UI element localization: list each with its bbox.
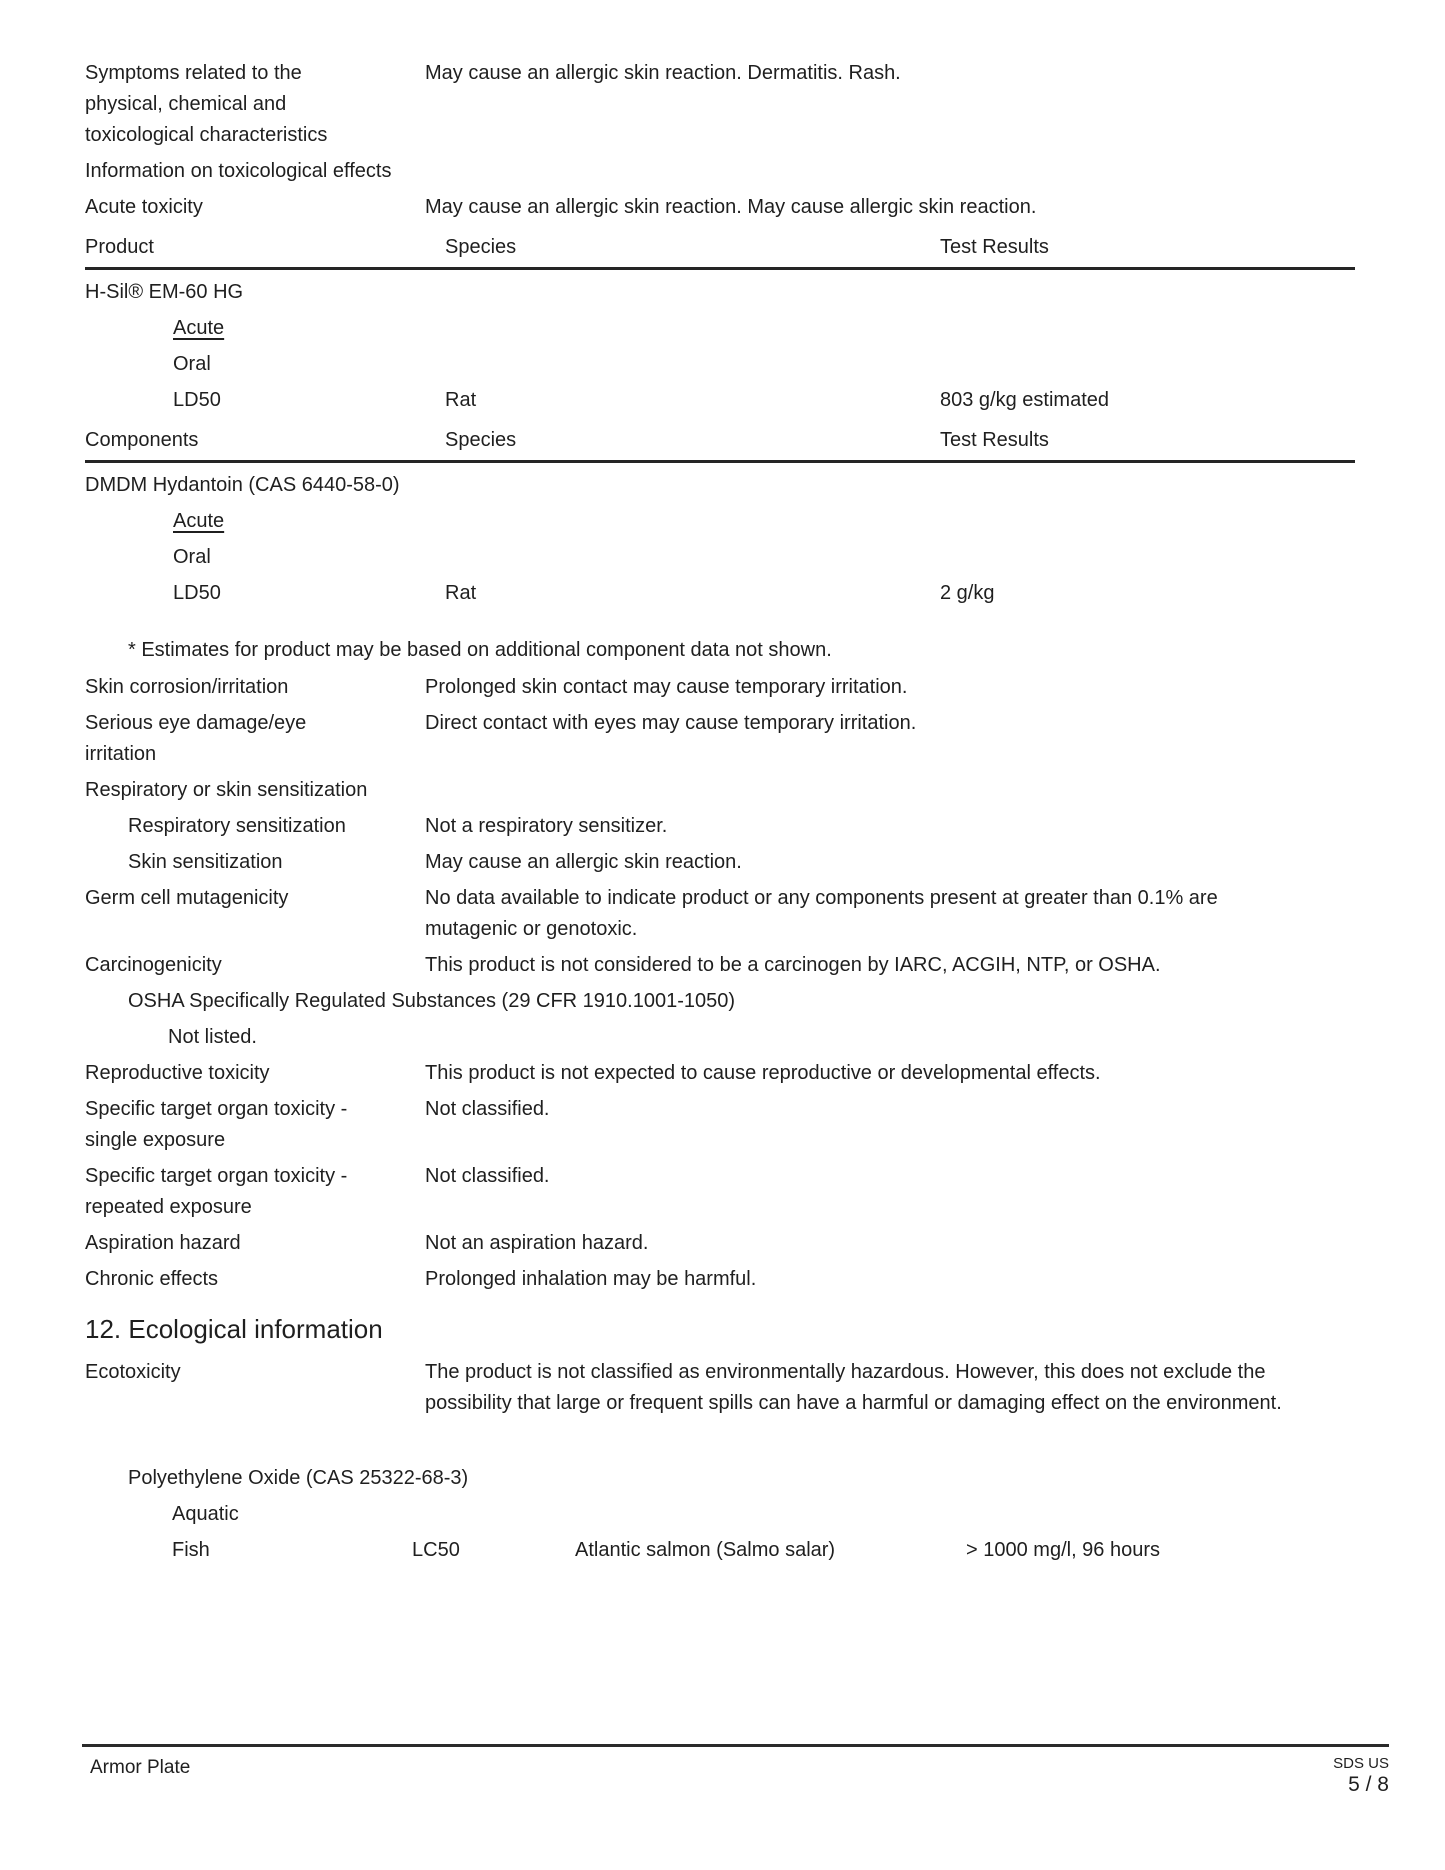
product-test-result: 803 g/kg estimated bbox=[940, 389, 1109, 411]
germ-cell-mutagenicity-label: Germ cell mutagenicity bbox=[85, 887, 289, 909]
product-test-type: LD50 bbox=[173, 389, 221, 411]
chronic-effects-label: Chronic effects bbox=[85, 1268, 219, 1290]
skin-sensitization-row bbox=[85, 847, 1355, 878]
component-route: Oral bbox=[173, 546, 211, 568]
eco-result: > 1000 mg/l, 96 hours bbox=[966, 1539, 1161, 1561]
symptoms-value: May cause an allergic skin reaction. Dermatitis. Rash. bbox=[425, 62, 901, 84]
carcinogenicity-row bbox=[85, 950, 1355, 981]
product-route: Oral bbox=[173, 353, 211, 375]
species-column-header: Species bbox=[445, 236, 517, 258]
reproductive-toxicity-value: This product is not expected to cause reproductive or developmental effects. bbox=[425, 1062, 1101, 1084]
eco-group-aquatic: Aquatic bbox=[172, 1503, 239, 1525]
acute-toxicity-value: May cause an allergic skin reaction. May cause allergic skin reaction. bbox=[425, 196, 1037, 218]
product-name: H-Sil® EM-60 HG bbox=[85, 281, 244, 303]
ecotoxicity-value: The product is not classified as environmentally hazardous. However, this does not exclude the possibility that large or frequent spills can have a harmful or damaging effect on the environment. bbox=[425, 1361, 1282, 1414]
ecotoxicity-label: Ecotoxicity bbox=[85, 1361, 181, 1383]
test-results-column-header: Test Results bbox=[940, 236, 1049, 258]
skin-corrosion-label: Skin corrosion/irritation bbox=[85, 676, 289, 698]
product-ld50-row bbox=[85, 385, 1355, 416]
footer-product-name: Armor Plate bbox=[90, 1757, 191, 1778]
footer-doc-type: SDS US bbox=[1333, 1755, 1389, 1772]
info-toxicological-heading: Information on toxicological effects bbox=[85, 160, 392, 182]
reproductive-toxicity-row bbox=[85, 1058, 1355, 1089]
estimates-footnote: * Estimates for product may be based on additional component data not shown. bbox=[128, 639, 832, 661]
component-ld50-row bbox=[85, 578, 1355, 609]
skin-sensitization-label: Skin sensitization bbox=[128, 851, 283, 873]
product-column-header: Product bbox=[85, 236, 154, 258]
product-exposure-class bbox=[85, 313, 1355, 344]
eye-damage-row bbox=[85, 708, 1355, 770]
stot-repeated-label: Specific target organ toxicity - repeated exposure bbox=[85, 1165, 348, 1218]
stot-single-value: Not classified. bbox=[425, 1098, 550, 1120]
footer-right-block bbox=[1333, 1756, 1389, 1798]
components-column-header: Components bbox=[85, 429, 199, 451]
stot-single-label: Specific target organ toxicity - single exposure bbox=[85, 1098, 348, 1151]
respiratory-sensitization-value: Not a respiratory sensitizer. bbox=[425, 815, 668, 837]
carcinogenicity-value: This product is not considered to be a carcinogen by IARC, ACGIH, NTP, or OSHA. bbox=[425, 954, 1161, 976]
component-test-result: 2 g/kg bbox=[940, 582, 995, 604]
ecological-information-heading: 12. Ecological information bbox=[85, 1314, 383, 1344]
respiratory-skin-sensitization-heading: Respiratory or skin sensitization bbox=[85, 779, 368, 801]
stot-repeated-row bbox=[85, 1161, 1355, 1223]
eco-component-name: Polyethylene Oxide (CAS 25322-68-3) bbox=[128, 1467, 469, 1489]
eco-fish-row bbox=[85, 1535, 1355, 1566]
skin-corrosion-row bbox=[85, 672, 1355, 703]
footer-page-number: 5 / 8 bbox=[1348, 1773, 1389, 1796]
symptoms-row bbox=[85, 58, 1355, 151]
osha-regulated-substances-line: OSHA Specifically Regulated Substances (29 CFR 1910.1001-1050) bbox=[128, 990, 736, 1012]
skin-corrosion-value: Prolonged skin contact may cause temporary irritation. bbox=[425, 676, 908, 698]
respiratory-sensitization-label: Respiratory sensitization bbox=[128, 815, 346, 837]
skin-sensitization-value: May cause an allergic skin reaction. bbox=[425, 851, 742, 873]
symptoms-label: Symptoms related to the physical, chemical and toxicological characteristics bbox=[85, 62, 328, 146]
component-test-type: LD50 bbox=[173, 582, 221, 604]
page-footer bbox=[82, 1744, 1389, 1798]
components-table-header bbox=[85, 425, 1355, 456]
osha-not-listed-line: Not listed. bbox=[168, 1026, 257, 1048]
aspiration-hazard-value: Not an aspiration hazard. bbox=[425, 1232, 649, 1254]
stot-single-row bbox=[85, 1094, 1355, 1156]
component-exposure-class bbox=[85, 506, 1355, 537]
product-table-divider bbox=[85, 267, 1355, 270]
eye-damage-value: Direct contact with eyes may cause temporary irritation. bbox=[425, 712, 917, 734]
component-name: DMDM Hydantoin (CAS 6440-58-0) bbox=[85, 474, 400, 496]
reproductive-toxicity-label: Reproductive toxicity bbox=[85, 1062, 270, 1084]
eye-damage-label: Serious eye damage/eye irritation bbox=[85, 712, 307, 765]
chronic-effects-row bbox=[85, 1264, 1355, 1295]
germ-cell-mutagenicity-value: No data available to indicate product or any components present at greater than 0.1% are mutagenic or genotoxic. bbox=[425, 887, 1218, 940]
germ-cell-mutagenicity-row bbox=[85, 883, 1355, 945]
product-exposure-class-text: Acute bbox=[173, 317, 225, 339]
respiratory-sensitization-row bbox=[85, 811, 1355, 842]
acute-toxicity-row bbox=[85, 192, 1355, 223]
eco-species: Atlantic salmon (Salmo salar) bbox=[575, 1539, 836, 1561]
species-column-header: Species bbox=[445, 429, 517, 451]
component-exposure-class-text: Acute bbox=[173, 510, 225, 532]
eco-organism: Fish bbox=[172, 1539, 210, 1561]
component-test-species: Rat bbox=[445, 582, 477, 604]
ecotoxicity-row bbox=[85, 1357, 1355, 1419]
aspiration-hazard-row bbox=[85, 1228, 1355, 1259]
eco-test-type: LC50 bbox=[412, 1539, 460, 1561]
chronic-effects-value: Prolonged inhalation may be harmful. bbox=[425, 1268, 757, 1290]
test-results-column-header: Test Results bbox=[940, 429, 1049, 451]
product-table-header bbox=[85, 232, 1355, 263]
stot-repeated-value: Not classified. bbox=[425, 1165, 550, 1187]
aspiration-hazard-label: Aspiration hazard bbox=[85, 1232, 241, 1254]
product-test-species: Rat bbox=[445, 389, 477, 411]
carcinogenicity-label: Carcinogenicity bbox=[85, 954, 222, 976]
components-table-divider bbox=[85, 460, 1355, 463]
acute-toxicity-label: Acute toxicity bbox=[85, 196, 203, 218]
eco-component-block bbox=[85, 1463, 1355, 1566]
